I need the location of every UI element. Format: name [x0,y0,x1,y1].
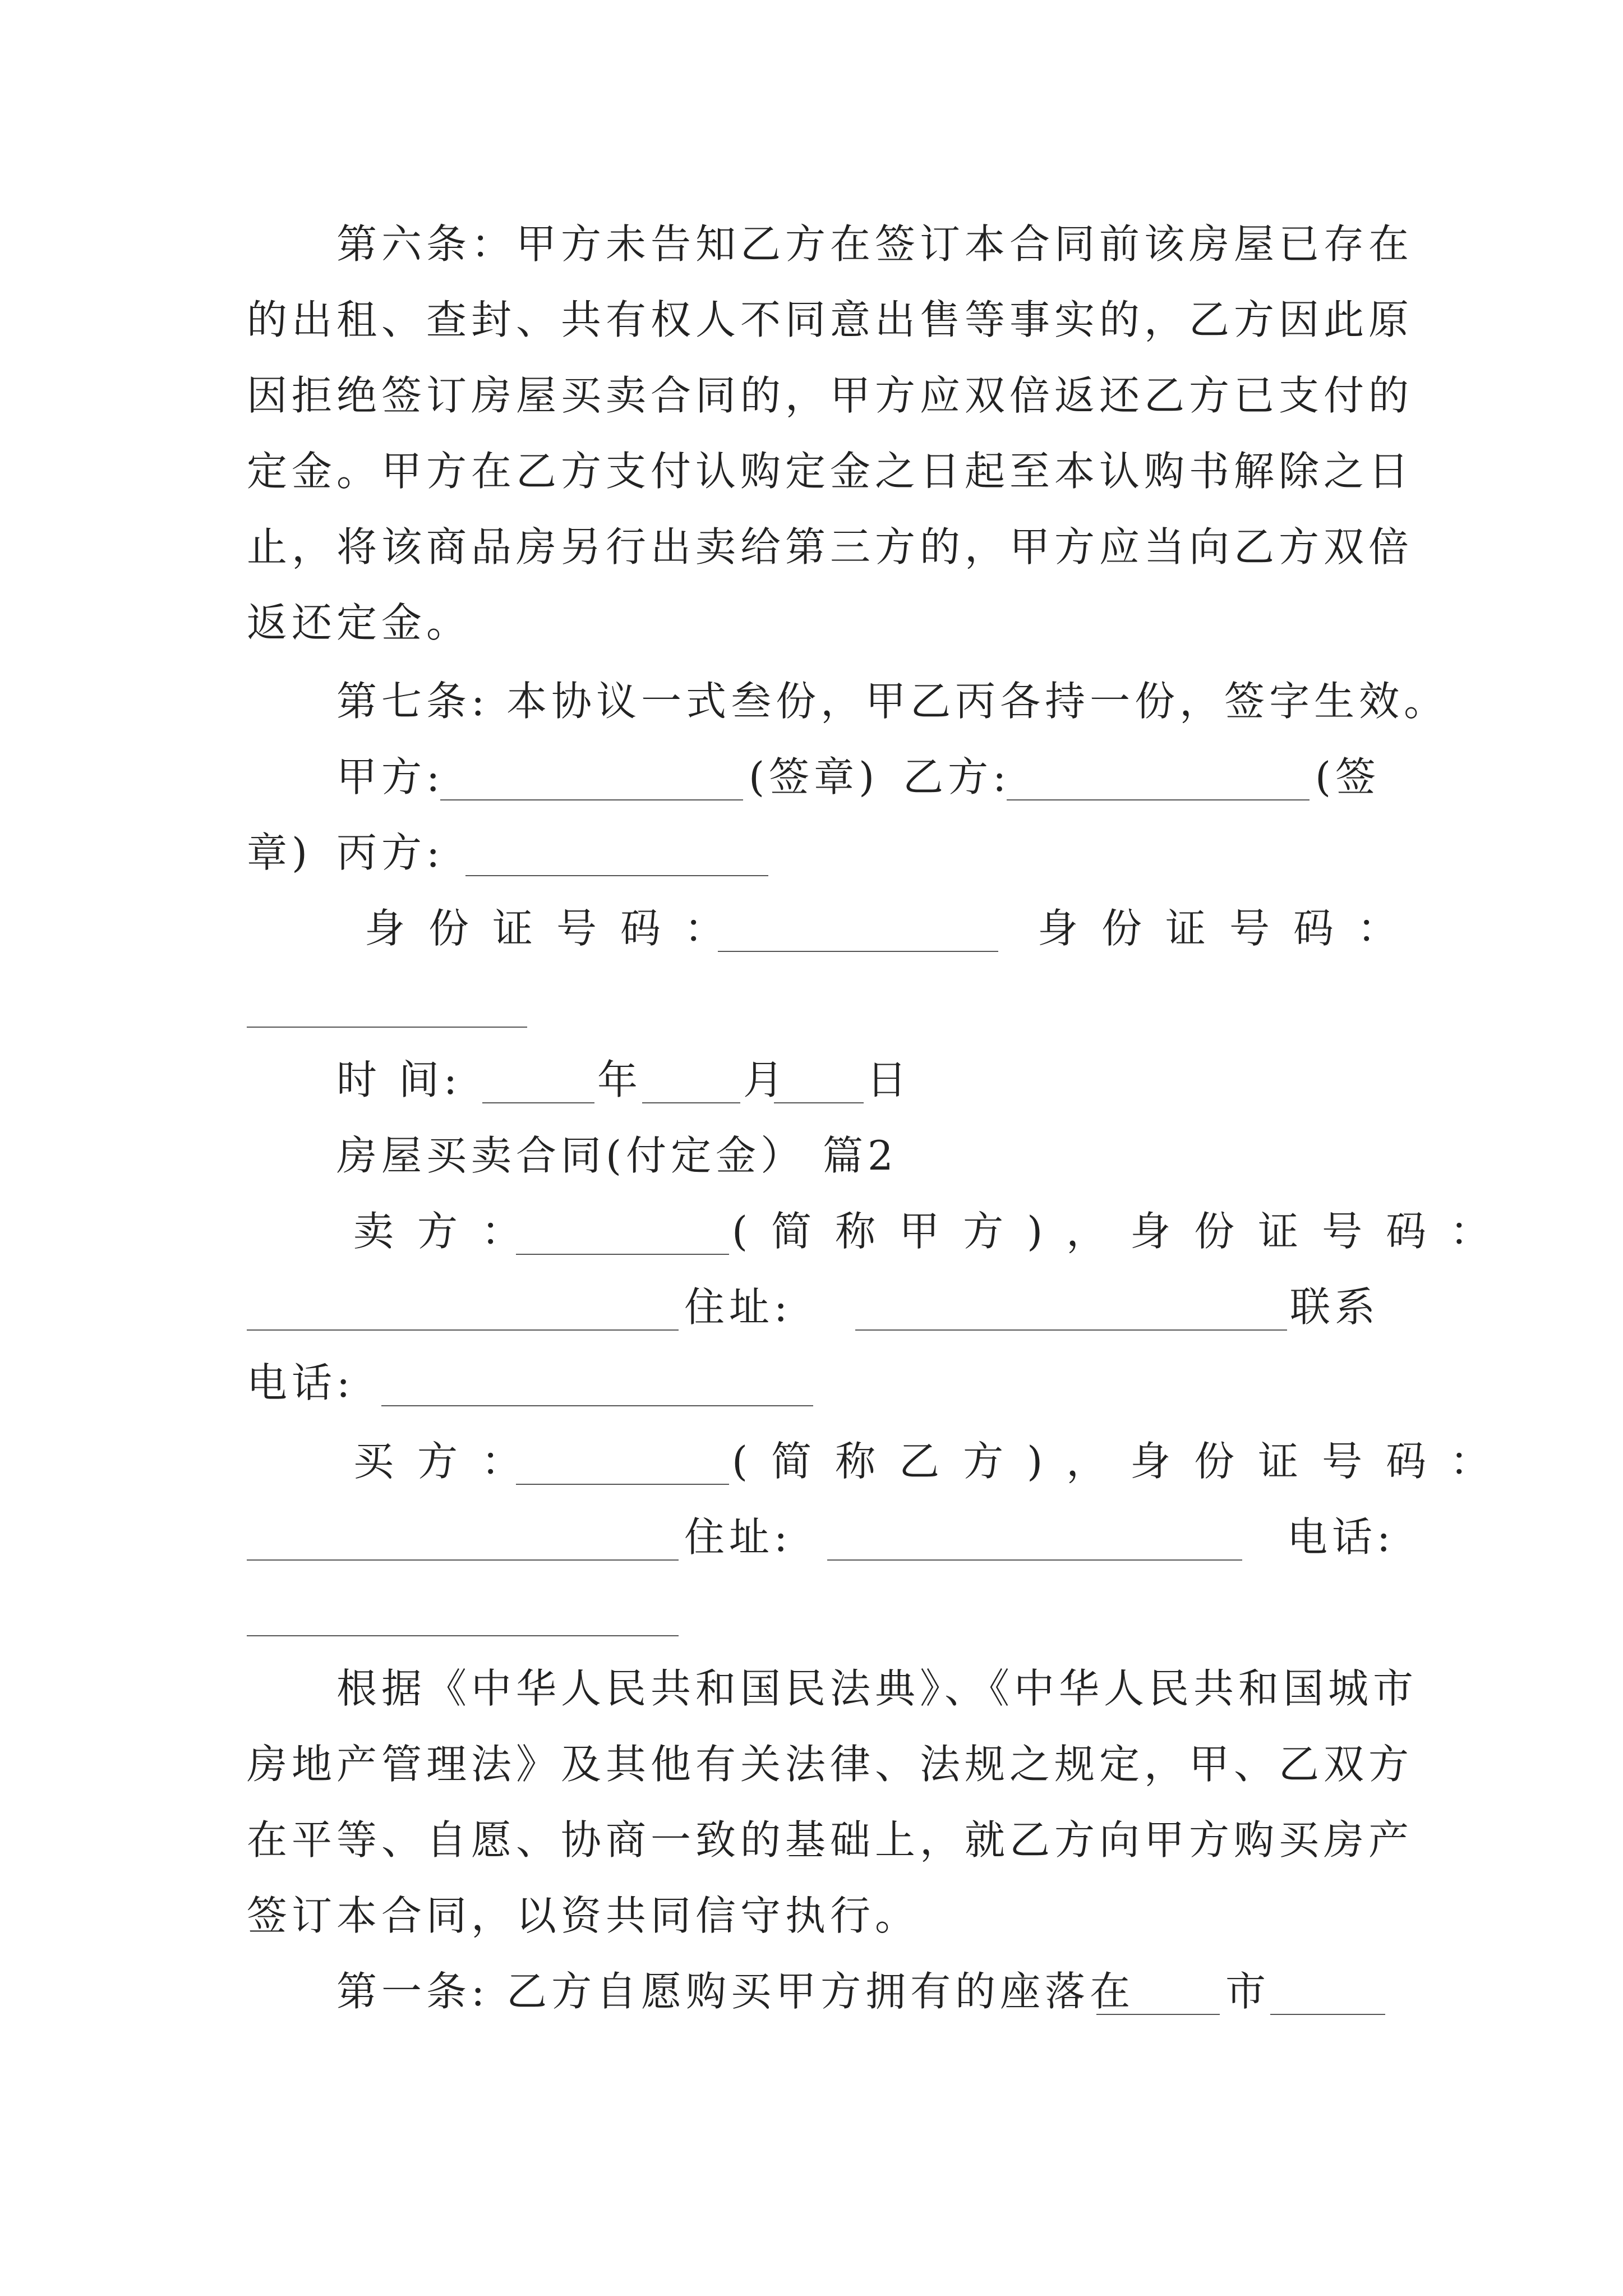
article6-line-3: 因拒绝签订房屋买卖合同的，甲方应双倍返还乙方已支付的 [247,372,1414,419]
article7-text: 第七条: 本协议一式叁份，甲乙丙各持一份，签字生效。 [336,678,1449,725]
section2-title: 房屋买卖合同(付定金） 篇2 [336,1132,898,1179]
buyer-name-blank [516,1484,729,1485]
preamble-line-4: 签订本合同，以资共同信守执行。 [247,1892,920,1939]
buyer-address-blank [827,1559,1242,1561]
city-label: 市 [1225,1968,1271,2015]
party-a-seal: (签章) [749,753,879,800]
seller-contact-start: 联系 [1290,1283,1380,1331]
buyer-id-blank [247,1559,679,1561]
buyer-label: 买方： [353,1438,546,1485]
seller-label: 卖方： [353,1208,546,1255]
id-blank-2 [247,1027,527,1028]
year-blank [482,1102,594,1103]
buyer-address-label: 住址: [684,1513,792,1561]
seller-contact-end: 电话: [247,1359,355,1406]
buyer-short: (简称乙方)，身份证号码： [732,1438,1514,1485]
buyer-phone-blank [247,1635,679,1636]
seller-phone-blank [381,1405,813,1406]
city-blank [1096,2014,1220,2015]
article6-line-1: 第六条：甲方未告知乙方在签订本合同前该房屋已存在 [336,220,1414,268]
article6-line-6: 返还定金。 [247,599,472,646]
district-blank [1270,2014,1385,2015]
article1-text: 第一条: 乙方自愿购买甲方拥有的座落在 [336,1968,1135,2015]
month-blank [642,1102,740,1103]
id-blank-1 [718,951,998,952]
preamble-line-3: 在平等、自愿、协商一致的基础上，就乙方向甲方购买房产 [247,1816,1414,1864]
time-label: 时 间: [336,1056,462,1103]
party-b-seal-start: (签 [1315,753,1381,800]
party-b-blank [1007,799,1310,800]
party-c-blank [465,875,768,876]
preamble-line-1: 根据《中华人民共和国民法典》、《中华人民共和国城市 [336,1665,1418,1712]
party-a-blank [440,799,743,800]
buyer-phone-label: 电话: [1287,1513,1395,1561]
id-label-1: 身份证号码： [365,905,749,952]
article6-line-5: 止，将该商品房另行出卖给第三方的，甲方应当向乙方双倍 [247,523,1414,570]
seller-name-blank [516,1254,729,1255]
party-a-label: 甲方: [336,753,445,800]
preamble-line-2: 房地产管理法》及其他有关法律、法规之规定，甲、乙双方 [247,1741,1414,1788]
seller-address-blank [855,1329,1287,1331]
seller-id-blank [247,1329,679,1331]
day-label: 日 [866,1056,912,1103]
seller-address-label: 住址: [684,1283,792,1331]
seller-short: (简称甲方)，身份证号码： [732,1208,1514,1255]
article6-line-2: 的出租、查封、共有权人不同意出售等事实的，乙方因此原 [247,296,1414,343]
id-label-2: 身份证号码： [1038,905,1422,952]
party-b-label: 乙方: [903,753,1011,800]
day-blank [774,1102,864,1103]
year-label: 年 [597,1056,643,1103]
month-label: 月 [743,1056,789,1103]
party-c-label: 丙方: [336,829,445,876]
party-b-seal-end: 章) [247,829,312,876]
article6-line-4: 定金。甲方在乙方支付认购定金之日起至本认购书解除之日 [247,448,1414,495]
